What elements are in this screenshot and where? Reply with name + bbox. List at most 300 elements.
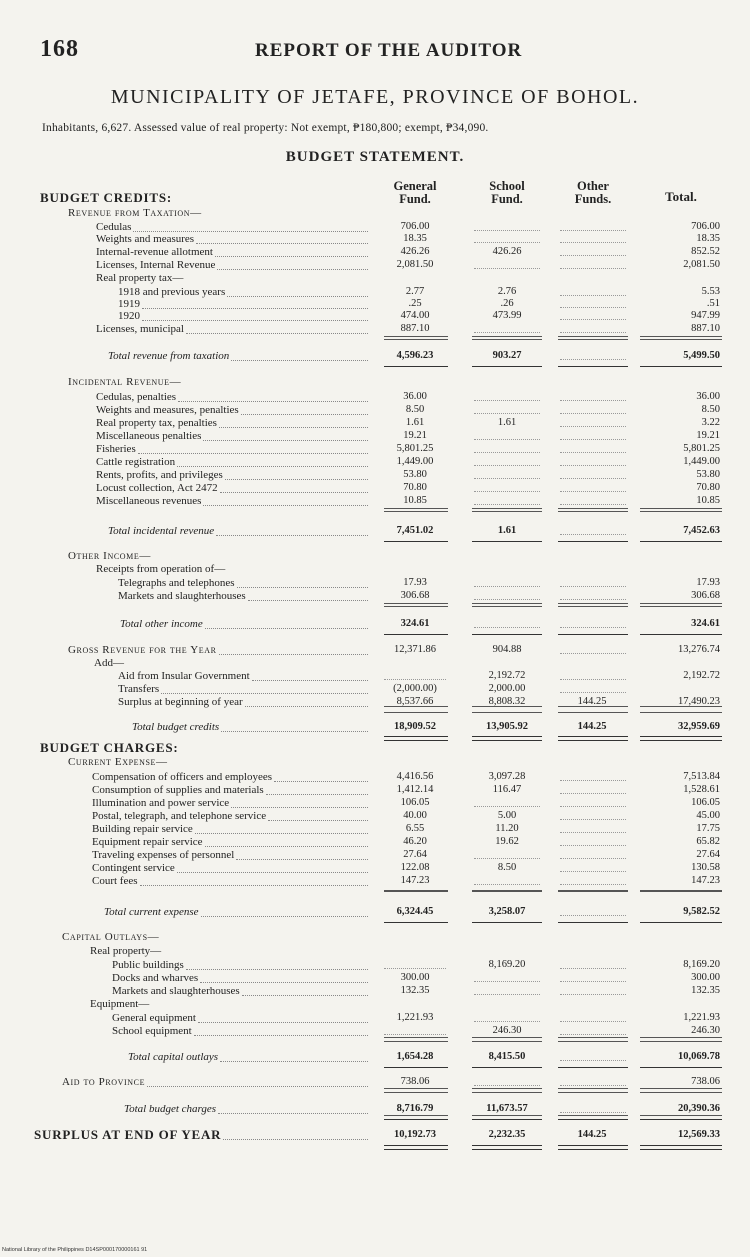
empty-cell: [560, 883, 626, 885]
wm-pen-label: Weights and measures, penalties: [96, 404, 239, 416]
dot-leader: [268, 819, 368, 821]
teleg-general: 17.93: [403, 577, 427, 588]
column-rule: [640, 712, 722, 713]
public-bldg-label: Public buildings: [112, 959, 184, 971]
dot-leader: [138, 452, 368, 454]
rents-label: Rents, profits, and privileges: [96, 469, 223, 481]
running-head: REPORT OF THE AUDITOR: [255, 40, 523, 61]
empty-cell: [474, 267, 540, 269]
column-rule: [472, 541, 542, 542]
row-tot-other: [0, 617, 750, 631]
public-bldg-total: 8,169.20: [683, 959, 720, 970]
row-aid-insular: [0, 669, 750, 683]
row-inc-rev: [0, 375, 750, 389]
postal-general: 40.00: [403, 810, 427, 821]
ced-pen-general: 36.00: [403, 391, 427, 402]
empty-cell: [560, 229, 626, 231]
ira-total: 852.52: [691, 246, 720, 257]
column-rule: [384, 890, 448, 891]
col-school-fund: School Fund.: [489, 179, 525, 206]
row-travel: [0, 848, 750, 862]
dot-leader: [215, 255, 368, 257]
column-rule: [384, 922, 448, 923]
tot-tax-school: 903.27: [492, 350, 522, 361]
column-rule: [640, 1037, 722, 1038]
court-label: Court fees: [92, 875, 138, 887]
misc-pen-label: Miscellaneous penalties: [96, 430, 202, 442]
consump-label: Consumption of supplies and materials: [92, 784, 264, 796]
column-rule: [640, 339, 722, 340]
weights-label: Weights and measures: [96, 233, 195, 245]
final-double-rule: [384, 1145, 448, 1150]
dot-leader: [274, 780, 368, 782]
empty-cell: [474, 229, 540, 231]
column-rule: [558, 922, 628, 923]
row-ced-pen: [0, 390, 750, 404]
tot-credits-label: Total budget credits: [132, 721, 220, 733]
dot-leader: [195, 832, 368, 834]
dot-leader: [186, 968, 368, 970]
y1919-total: .51: [706, 298, 720, 309]
lic-mun-label: Licenses, municipal: [96, 323, 184, 335]
empty-cell: [560, 585, 626, 587]
column-rule: [472, 366, 542, 367]
row-surplus-beg: [0, 695, 750, 709]
postal-total: 45.00: [696, 810, 720, 821]
column-rule: [384, 508, 448, 509]
empty-cell: [560, 598, 626, 600]
empty-cell: [560, 254, 626, 256]
col-other-funds: Other Funds.: [574, 179, 612, 206]
empty-cell: [560, 818, 626, 820]
column-rule: [384, 1088, 448, 1089]
tot-inc-school: 1.61: [497, 525, 517, 536]
docks-general: 300.00: [400, 972, 430, 983]
row-postal: [0, 809, 750, 823]
dot-leader: [216, 534, 368, 536]
empty-cell: [560, 267, 626, 269]
equip-rep-total: 65.82: [696, 836, 720, 847]
fish-label: Fisheries: [96, 443, 136, 455]
empty-cell: [474, 1020, 540, 1022]
dot-leader: [236, 858, 368, 860]
rpt-pen-total: 3.22: [701, 417, 720, 428]
rpt-pen-school: 1.61: [497, 417, 517, 428]
consump-total: 1,528.61: [683, 784, 720, 795]
row-tot-cur: [0, 905, 750, 919]
empty-cell: [560, 1033, 626, 1035]
empty-cell: [384, 967, 446, 969]
footer-credit: National Library of the Philippines D14SP000170000161 91: [2, 1247, 148, 1253]
column-rule: [384, 339, 448, 340]
column-rule: [640, 1092, 722, 1093]
markets-general: 306.68: [400, 590, 430, 601]
fish-total: 5,801.25: [683, 443, 720, 454]
surplus-beg-other: 144.25: [577, 696, 607, 707]
lic-int-general: 2,081.50: [396, 259, 434, 270]
equip-rep-general: 46.20: [403, 836, 427, 847]
locust-total: 70.80: [696, 482, 720, 493]
tot-cur-total: 9,582.52: [683, 906, 720, 917]
gross-total: 13,276.74: [678, 644, 720, 655]
dot-leader: [219, 653, 368, 655]
row-receipts: [0, 562, 750, 576]
public-bldg-school: 8,169.20: [488, 959, 526, 970]
dot-leader: [186, 332, 368, 334]
column-rule: [472, 890, 542, 891]
consump-general: 1,412.14: [396, 784, 434, 795]
dot-leader: [219, 426, 368, 428]
column-rule: [384, 1041, 448, 1042]
empty-cell: [474, 399, 540, 401]
empty-cell: [560, 464, 626, 466]
empty-cell: [560, 318, 626, 320]
travel-general: 27.64: [403, 849, 427, 860]
column-rule: [558, 339, 628, 340]
column-rule: [558, 1115, 628, 1116]
row-tot-credits: [0, 720, 750, 734]
row-teleg: [0, 576, 750, 590]
surplus-end-total: 12,569.33: [678, 1129, 720, 1140]
equip-rep-school: 19.62: [495, 836, 519, 847]
column-rule: [472, 706, 542, 707]
lic-int-label: Licenses, Internal Revenue: [96, 259, 216, 271]
column-rule: [640, 890, 722, 891]
row-cur-exp: [0, 755, 750, 769]
dot-leader: [205, 845, 368, 847]
y1920-label: 1920: [118, 310, 140, 322]
empty-cell: [474, 241, 540, 243]
row-misc-rev: [0, 494, 750, 508]
column-rule: [472, 712, 542, 713]
mkt-slaught-label: Markets and slaughterhouses: [112, 985, 240, 997]
surplus-end-other: 144.25: [577, 1129, 607, 1140]
illum-general: 106.05: [400, 797, 430, 808]
column-rule: [472, 511, 542, 512]
column-rule: [472, 634, 542, 635]
empty-cell: [560, 503, 626, 505]
dot-leader: [177, 871, 368, 873]
column-rule: [558, 706, 628, 707]
rpt-pen-general: 1.61: [405, 417, 425, 428]
tot-cap-general: 1,654.28: [396, 1051, 434, 1062]
empty-cell: [560, 792, 626, 794]
empty-cell: [474, 464, 540, 466]
column-rule: [558, 366, 628, 367]
empty-cell: [560, 626, 626, 628]
column-rule: [384, 366, 448, 367]
dot-leader: [231, 359, 368, 361]
empty-cell: [384, 678, 446, 680]
empty-cell: [474, 805, 540, 807]
empty-cell: [560, 294, 626, 296]
row-rev-tax: [0, 206, 750, 220]
illum-label: Illumination and power service: [92, 797, 230, 809]
ced-pen-label: Cedulas, penalties: [96, 391, 177, 403]
row-ira: [0, 245, 750, 259]
empty-cell: [474, 1084, 540, 1086]
tot-credits-general: 18,909.52: [394, 721, 436, 732]
dot-leader: [201, 915, 368, 917]
charges-label: BUDGET CHARGES:: [40, 740, 179, 755]
tot-cap-school: 8,415.50: [488, 1051, 526, 1062]
row-tot-charges: [0, 1102, 750, 1116]
y1918-total: 5.53: [701, 286, 720, 297]
row-charges: [0, 741, 750, 755]
aid-prov-label: Aid to Province: [62, 1076, 146, 1088]
rpt-label: Real property tax—: [96, 272, 184, 284]
column-rule: [384, 511, 448, 512]
statement-title: BUDGET STATEMENT.: [285, 149, 465, 165]
column-rule: [558, 1037, 628, 1038]
empty-cell: [560, 691, 626, 693]
empty-cell: [474, 980, 540, 982]
row-add: [0, 656, 750, 670]
column-rule: [640, 634, 722, 635]
column-rule: [640, 366, 722, 367]
illum-total: 106.05: [691, 797, 720, 808]
surplus-end-general: 10,192.73: [394, 1129, 436, 1140]
dot-leader: [205, 627, 368, 629]
column-rule: [472, 339, 542, 340]
inc-rev-label: Incidental Revenue—: [68, 376, 182, 388]
empty-cell: [560, 1084, 626, 1086]
page-title: MUNICIPALITY OF JETAFE, PROVINCE OF BOHOL.: [110, 86, 640, 108]
empty-cell: [560, 967, 626, 969]
column-rule: [558, 1088, 628, 1089]
column-rule: [558, 1092, 628, 1093]
row-aid-prov: [0, 1075, 750, 1089]
contingent-total: 130.58: [691, 862, 720, 873]
column-rule: [640, 541, 722, 542]
dot-leader: [237, 586, 368, 588]
consump-school: 116.47: [492, 784, 522, 795]
bldg-school: 11.20: [495, 823, 519, 834]
fish-general: 5,801.25: [396, 443, 434, 454]
teleg-total: 17.93: [696, 577, 720, 588]
column-rule: [472, 1041, 542, 1042]
y1918-school: 2.76: [497, 286, 517, 297]
row-rpt-pen: [0, 416, 750, 430]
docks-total: 300.00: [691, 972, 720, 983]
tot-cur-general: 6,324.45: [396, 906, 434, 917]
row-transfers: [0, 682, 750, 696]
row-public-bldg: [0, 958, 750, 972]
y1920-general: 474.00: [400, 310, 430, 321]
tot-charges-total: 20,390.36: [678, 1103, 720, 1114]
empty-cell: [560, 399, 626, 401]
empty-cell: [474, 331, 540, 333]
row-mkt-slaught: [0, 984, 750, 998]
dot-leader: [223, 1138, 368, 1140]
column-rule: [384, 1115, 448, 1116]
aid-insular-total: 2,192.72: [683, 670, 720, 681]
final-double-rule: [558, 1145, 628, 1150]
rev-tax-label: Revenue from Taxation—: [68, 207, 202, 219]
cedulas-general: 706.00: [400, 221, 430, 232]
dot-leader: [198, 1021, 368, 1023]
comp-school: 3,097.28: [488, 771, 526, 782]
empty-cell: [560, 914, 626, 916]
misc-pen-total: 19.21: [696, 430, 720, 441]
cedulas-total: 706.00: [691, 221, 720, 232]
real-prop-label: Real property—: [90, 945, 162, 957]
row-surplus-end: [0, 1128, 750, 1142]
row-fish: [0, 442, 750, 456]
credits-label: BUDGET CREDITS:: [40, 190, 173, 205]
empty-cell: [474, 598, 540, 600]
dot-leader: [266, 793, 368, 795]
column-rule: [640, 603, 722, 604]
dot-leader: [200, 981, 368, 983]
ced-pen-total: 36.00: [696, 391, 720, 402]
column-rule: [472, 603, 542, 604]
empty-cell: [560, 1020, 626, 1022]
column-rule: [384, 634, 448, 635]
row-locust: [0, 481, 750, 495]
aid-prov-general: 738.06: [400, 1076, 430, 1087]
cattle-total: 1,449.00: [683, 456, 720, 467]
weights-total: 18.35: [696, 233, 720, 244]
equipment-label: Equipment—: [90, 998, 150, 1010]
ira-general: 426.26: [400, 246, 430, 257]
rpt-pen-label: Real property tax, penalties: [96, 417, 217, 429]
dot-leader: [147, 1085, 368, 1087]
column-rule: [384, 1119, 448, 1120]
dot-leader: [220, 1060, 368, 1062]
empty-cell: [474, 626, 540, 628]
weights-general: 18.35: [403, 233, 427, 244]
empty-cell: [560, 993, 626, 995]
column-rule: [472, 891, 542, 892]
row-tot-inc: [0, 524, 750, 538]
surplus-end-school: 2,232.35: [488, 1129, 526, 1140]
column-rule: [472, 1088, 542, 1089]
row-misc-pen: [0, 429, 750, 443]
postal-school: 5.00: [497, 810, 517, 821]
column-rule: [472, 336, 542, 337]
aid-prov-total: 738.06: [691, 1076, 720, 1087]
empty-cell: [560, 1059, 626, 1061]
row-illum: [0, 796, 750, 810]
equip-rep-label: Equipment repair service: [92, 836, 203, 848]
cattle-general: 1,449.00: [396, 456, 434, 467]
column-rule: [558, 634, 628, 635]
empty-cell: [560, 306, 626, 308]
dot-leader: [242, 994, 368, 996]
empty-cell: [474, 857, 540, 859]
column-rule: [472, 508, 542, 509]
column-rule: [640, 922, 722, 923]
empty-cell: [474, 490, 540, 492]
column-rule: [384, 712, 448, 713]
column-rule: [558, 511, 628, 512]
empty-cell: [560, 678, 626, 680]
tot-cur-school: 3,258.07: [488, 906, 526, 917]
transfers-general: (2,000.00): [393, 683, 437, 694]
empty-cell: [560, 779, 626, 781]
empty-cell: [560, 1111, 626, 1113]
dot-leader: [217, 268, 368, 270]
tot-other-total: 324.61: [691, 618, 720, 629]
column-rule: [472, 1115, 542, 1116]
tot-tax-total: 5,499.50: [683, 350, 720, 361]
row-equipment: [0, 997, 750, 1011]
row-tot-tax: [0, 349, 750, 363]
gross-label: Gross Revenue for the Year: [68, 644, 217, 656]
dot-leader: [241, 413, 368, 415]
column-rule: [640, 1088, 722, 1089]
column-rule: [558, 1041, 628, 1042]
other-inc-label: Other Income—: [68, 550, 151, 562]
dot-leader: [225, 478, 368, 480]
empty-cell: [560, 652, 626, 654]
tot-charges-general: 8,716.79: [396, 1103, 434, 1114]
col-general-fund: General Fund.: [393, 179, 437, 206]
row-rents: [0, 468, 750, 482]
empty-cell: [474, 883, 540, 885]
page-number: 168: [40, 36, 79, 62]
row-consump: [0, 783, 750, 797]
empty-cell: [560, 870, 626, 872]
tot-cap-label: Total capital outlays: [128, 1051, 219, 1063]
dot-leader: [161, 692, 368, 694]
surplus-beg-school: 8,808.32: [488, 696, 526, 707]
cedulas-label: Cedulas: [96, 221, 132, 233]
y1920-total: 947.99: [691, 310, 720, 321]
misc-pen-general: 19.21: [403, 430, 427, 441]
column-rule: [472, 922, 542, 923]
tot-charges-school: 11,673.57: [486, 1103, 528, 1114]
empty-cell: [474, 993, 540, 995]
column-rule: [558, 606, 628, 607]
empty-cell: [560, 533, 626, 535]
column-rule: [640, 1115, 722, 1116]
court-total: 147.23: [691, 875, 720, 886]
gen-equip-label: General equipment: [112, 1012, 196, 1024]
column-rule: [558, 1119, 628, 1120]
lic-mun-general: 887.10: [400, 323, 430, 334]
y1919-school: .26: [500, 298, 514, 309]
receipts-label: Receipts from operation of—: [96, 563, 226, 575]
aid-insular-school: 2,192.72: [488, 670, 526, 681]
column-rule: [640, 1067, 722, 1068]
mkt-slaught-total: 132.35: [691, 985, 720, 996]
empty-cell: [560, 451, 626, 453]
column-rule: [558, 336, 628, 337]
tot-charges-label: Total budget charges: [124, 1103, 217, 1115]
column-rule: [558, 712, 628, 713]
column-rule: [640, 891, 722, 892]
surplus-beg-label: Surplus at beginning of year: [118, 696, 243, 708]
column-rule: [384, 1067, 448, 1068]
markets-total: 306.68: [691, 590, 720, 601]
transfers-label: Transfers: [118, 683, 160, 695]
y1918-general: 2.77: [405, 286, 425, 297]
markets-label: Markets and slaughterhouses: [118, 590, 246, 602]
contingent-school: 8.50: [497, 862, 517, 873]
row-gen-equip: [0, 1011, 750, 1025]
empty-cell: [560, 831, 626, 833]
row-bldg: [0, 822, 750, 836]
cur-exp-label: Current Expense—: [68, 756, 168, 768]
dot-leader: [194, 1034, 368, 1036]
lic-int-total: 2,081.50: [683, 259, 720, 270]
empty-cell: [474, 585, 540, 587]
empty-cell: [560, 331, 626, 333]
row-weights: [0, 232, 750, 246]
empty-cell: [560, 241, 626, 243]
